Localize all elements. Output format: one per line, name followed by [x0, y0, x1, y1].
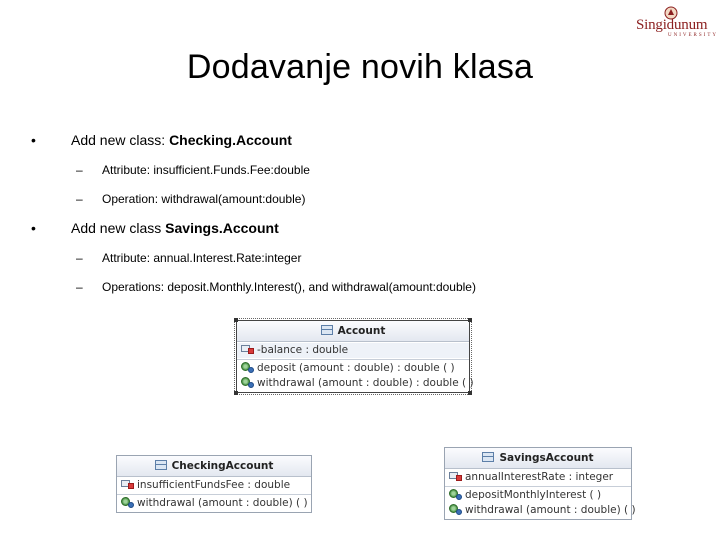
operation-row[interactable] [117, 496, 311, 511]
operation-icon [241, 362, 254, 373]
uml-class-checking-account[interactable] [116, 455, 312, 513]
attribute-icon [241, 344, 254, 354]
attribute-icon [449, 471, 462, 481]
dash-marker: – [76, 192, 83, 206]
class-icon [482, 452, 494, 462]
sub-bullet-text: Operations: deposit.Monthly.Interest(), and withdrawal(amount:double) [102, 280, 476, 294]
operations-compartment [445, 487, 636, 519]
sub-bullet-attribute [76, 251, 302, 265]
attribute-row[interactable] [237, 343, 469, 358]
resize-handle[interactable] [234, 391, 238, 395]
attribute-text: annualInterestRate : integer [465, 471, 614, 483]
operation-text: withdrawal (amount : double) ( ) [137, 497, 308, 509]
attributes-compartment [117, 477, 311, 495]
uml-class-account[interactable] [236, 320, 474, 393]
bullet-prefix: Add new class [71, 220, 166, 236]
attribute-text: insufficientFundsFee : double [137, 479, 291, 491]
dash-marker: – [76, 163, 83, 177]
operation-text: withdrawal (amount : double) : double ( ) [257, 377, 474, 389]
logo-name: Singidunum [636, 17, 708, 33]
dash-marker: – [76, 251, 83, 265]
attribute-text: -balance : double [257, 344, 349, 356]
operation-text: depositMonthlyInterest ( ) [465, 489, 602, 501]
operation-text: deposit (amount : double) : double ( ) [257, 362, 455, 374]
class-name: Account [337, 325, 386, 337]
bullet-marker: • [31, 220, 36, 236]
resize-handle[interactable] [468, 391, 472, 395]
logo-subtitle: UNIVERSITY [668, 33, 718, 38]
class-icon [155, 460, 167, 470]
bullet-marker: • [31, 132, 36, 148]
attribute-row[interactable] [445, 470, 631, 485]
operation-icon [449, 489, 462, 500]
attribute-row[interactable] [117, 478, 311, 493]
class-name: CheckingAccount [171, 460, 274, 472]
bullet-prefix: Add new class: [71, 132, 170, 148]
sub-bullet-text: Attribute: annual.Interest.Rate:integer [102, 251, 302, 265]
class-header[interactable] [445, 448, 631, 469]
sub-bullet-operations [76, 280, 476, 294]
class-name: SavingsAccount [499, 452, 594, 464]
bullet-savings-account [31, 220, 279, 236]
sub-bullet-attribute [76, 163, 310, 177]
attributes-compartment [445, 469, 631, 487]
operation-row[interactable] [237, 361, 469, 376]
sub-bullet-operation [76, 192, 306, 206]
slide-title: Dodavanje novih klasa [186, 48, 534, 86]
operation-row[interactable] [237, 376, 474, 391]
uml-class-savings-account[interactable] [444, 447, 636, 520]
class-header[interactable] [237, 321, 469, 342]
resize-handle[interactable] [468, 318, 472, 322]
operations-compartment [117, 495, 311, 512]
bullet-checking-account [31, 132, 292, 148]
operation-icon [241, 377, 254, 388]
sub-bullet-text: Attribute: insufficient.Funds.Fee:double [102, 163, 310, 177]
resize-handle[interactable] [234, 318, 238, 322]
operation-row[interactable] [445, 488, 631, 503]
dash-marker: – [76, 280, 83, 294]
bullet-class-name: Checking.Account [169, 132, 292, 148]
operation-icon [121, 497, 134, 508]
operation-text: withdrawal (amount : double) ( ) [465, 504, 636, 516]
sub-bullet-text: Operation: withdrawal(amount:double) [102, 192, 306, 206]
attribute-icon [121, 479, 134, 489]
university-logo [632, 6, 716, 40]
bullet-class-name: Savings.Account [165, 220, 279, 236]
class-header[interactable] [117, 456, 311, 477]
operation-icon [449, 504, 462, 515]
class-icon [321, 325, 333, 335]
attributes-compartment [237, 342, 469, 360]
operation-row[interactable] [445, 503, 636, 518]
operations-compartment [237, 360, 474, 392]
